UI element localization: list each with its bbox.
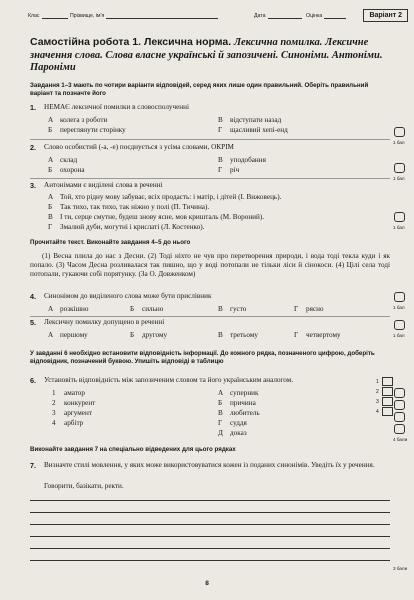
question-6-number: 6.: [30, 376, 36, 385]
class-label: Клас: [28, 13, 40, 19]
q5-option-b[interactable]: Б другому: [130, 331, 168, 339]
answer-line[interactable]: [30, 548, 390, 549]
q4-option-v[interactable]: В густо: [218, 305, 247, 313]
page-title: [30, 36, 390, 75]
q5-points: 1 бал: [393, 333, 405, 338]
variant-badge: Варіант 2: [363, 9, 408, 22]
q6-left-4: 4 арбітр: [52, 419, 84, 427]
q5-answer-box[interactable]: [394, 320, 405, 330]
question-4-number: 4.: [30, 292, 36, 301]
answer-line[interactable]: [30, 536, 390, 537]
q6-right-a: А суперник: [218, 389, 259, 397]
grid-row-3: 3: [376, 399, 379, 405]
q2-option-b[interactable]: Б охорона: [48, 166, 85, 174]
grid-cell-2[interactable]: [382, 387, 393, 396]
grid-cell-4[interactable]: [382, 407, 393, 416]
q6-points: 4 бали: [393, 437, 408, 442]
header: [28, 9, 408, 25]
q3-option-g[interactable]: Г Змалюй дуби, могутні і крислаті (Л. Костенко).: [48, 223, 205, 231]
q1-option-v[interactable]: В відступати назад: [218, 116, 282, 124]
grade-field[interactable]: [324, 13, 346, 19]
reading-text: (1) Весна плила до нас з Десни. (2) Тоді ніхто не чув про перетворення природи, і вода тоді текла куди і як попало. (3) Часом Десна розливалася так пишно, що у воді потопали не тільки ліси й сінокоси. (4) Цілі села тоді потопали, гукаючи собі порятунку. (За О. Довженком): [30, 252, 390, 278]
question-7: [30, 461, 375, 470]
question-5-text: Лексичну помилку допущено в реченні: [44, 318, 165, 326]
q2-points: 1 бал: [393, 176, 405, 181]
question-3: [30, 181, 400, 190]
q4-option-g[interactable]: Г рясно: [294, 305, 324, 313]
instruction-6: У завданні 6 необхідно встановити відповідність інформації. До кожного рядка, позначеного цифрою, доберіть відповідник, позначений буквою. Упишіть відповіді в таблицю: [30, 350, 375, 365]
question-1-text: НЕМАЄ лексичної помилки в словосполученні: [44, 103, 189, 111]
instruction-7: Виконайте завдання 7 на спеціально відведених для цього рядках: [30, 446, 236, 453]
q6-right-g: Г суддя: [218, 419, 247, 427]
q1-option-a[interactable]: А колега з роботи: [48, 116, 108, 124]
grid-row-4: 4: [376, 409, 379, 415]
q2-option-g[interactable]: Г річ: [218, 166, 240, 174]
q1-option-g[interactable]: Г щасливий хепі-енд: [218, 126, 288, 134]
q6-right-v: В любитель: [218, 409, 260, 417]
q1-points: 1 бал: [393, 140, 405, 145]
q4-option-a[interactable]: А розкішно: [48, 305, 89, 313]
q3-option-b[interactable]: Б Так тихо, так тихо, так ніжно у полі (П. Тичина).: [48, 203, 210, 211]
q2-option-v[interactable]: В уподобання: [218, 156, 266, 164]
q6-left-3: 3 аргумент: [52, 409, 92, 417]
q6-left-1: 1 аматор: [52, 389, 85, 397]
question-2-number: 2.: [30, 143, 36, 152]
question-5: [30, 318, 400, 327]
question-3-number: 3.: [30, 181, 36, 190]
question-4: [30, 292, 400, 301]
title-italic: Лексична помилка. Лексичне значення слова. Слова власне українські й запозичені. Синоніми. Антоніми. Пароніми: [30, 37, 383, 73]
question-2-text: Слово особистий (-а, -е) поєднується з усіма словами, ОКРІМ: [44, 143, 234, 151]
q6-answer-circle-2[interactable]: [394, 400, 405, 410]
question-3-text: Антонімами є виділені слова в реченні: [44, 181, 163, 189]
q4-option-b[interactable]: Б сильно: [130, 305, 164, 313]
q5-option-g[interactable]: Г четвертому: [294, 331, 341, 339]
q3-option-v[interactable]: В І ти, серце смутне, будеш знову ясне, мов кришталь (М. Вороний).: [48, 213, 265, 221]
name-field[interactable]: [106, 13, 218, 19]
grid-row-2: 2: [376, 389, 379, 395]
question-7-number: 7.: [30, 461, 36, 470]
q1-answer-box[interactable]: [394, 127, 405, 137]
question-7-text: Визначте стилі мовлення, у яких може використовуватися кожен із поданих синонімів. Уведіть їх у речення.: [44, 461, 375, 469]
answer-line[interactable]: [30, 500, 390, 501]
grid-cell-3[interactable]: [382, 397, 393, 406]
q5-option-a[interactable]: А першому: [48, 331, 88, 339]
q4-answer-box[interactable]: [394, 292, 405, 302]
q2-answer-box[interactable]: [394, 163, 405, 173]
grid-row-1: 1: [376, 379, 379, 385]
title-bold: Самостійна робота 1. Лексична норма.: [30, 36, 232, 48]
question-1-number: 1.: [30, 103, 36, 112]
divider: [30, 178, 390, 179]
answer-line[interactable]: [30, 512, 390, 513]
question-4-text: Синонімом до виділеного слова може бути прислівник: [44, 292, 212, 300]
q7-points: 3 бали: [393, 566, 408, 571]
question-5-number: 5.: [30, 318, 36, 327]
q6-right-b: Б причина: [218, 399, 256, 407]
answer-line[interactable]: [30, 560, 390, 561]
question-1: [30, 103, 400, 112]
q5-option-v[interactable]: В третьому: [218, 331, 259, 339]
grid-cell-1[interactable]: [382, 377, 393, 386]
q6-answer-circle-3[interactable]: [394, 412, 405, 422]
page-number: 8: [205, 580, 209, 587]
question-2: [30, 143, 400, 152]
divider: [30, 139, 390, 140]
q1-option-b[interactable]: Б переглянути сторінку: [48, 126, 126, 134]
question-6-text: Установіть відповідність між запозиченим словом та його українським аналогом.: [44, 376, 294, 384]
q3-points: 1 бал: [393, 225, 405, 230]
question-6: [30, 376, 400, 385]
divider: [30, 316, 390, 317]
q3-option-a[interactable]: А Той, хто рідну мову забуває, всіх продасть: і матір, і дітей (І. Вижовець).: [48, 193, 282, 201]
grade-label: Оцінка: [306, 13, 323, 19]
answer-line[interactable]: [30, 524, 390, 525]
q3-answer-box[interactable]: [394, 212, 405, 222]
q7-words: Говорити, базікати, ректи.: [44, 482, 124, 490]
date-label: Дата: [254, 13, 266, 19]
instruction-4-5: Прочитайте текст. Виконайте завдання 4–5 до нього: [30, 239, 191, 246]
q6-right-d: Д доказ: [218, 429, 247, 437]
class-field[interactable]: [42, 13, 68, 19]
q6-answer-circle-1[interactable]: [394, 388, 405, 398]
q6-left-2: 2 конкурент: [52, 399, 96, 407]
q2-option-a[interactable]: А склад: [48, 156, 78, 164]
q6-answer-circle-4[interactable]: [394, 424, 405, 434]
instruction-1-3: Завдання 1–3 мають по чотири варіанти відповідей, серед яких лише один правильний. Оберіть правильний варіант та позначте його: [30, 82, 369, 97]
name-label: Прізвище, ім'я: [70, 13, 105, 19]
q4-points: 1 бал: [393, 305, 405, 310]
date-field[interactable]: [268, 13, 302, 19]
